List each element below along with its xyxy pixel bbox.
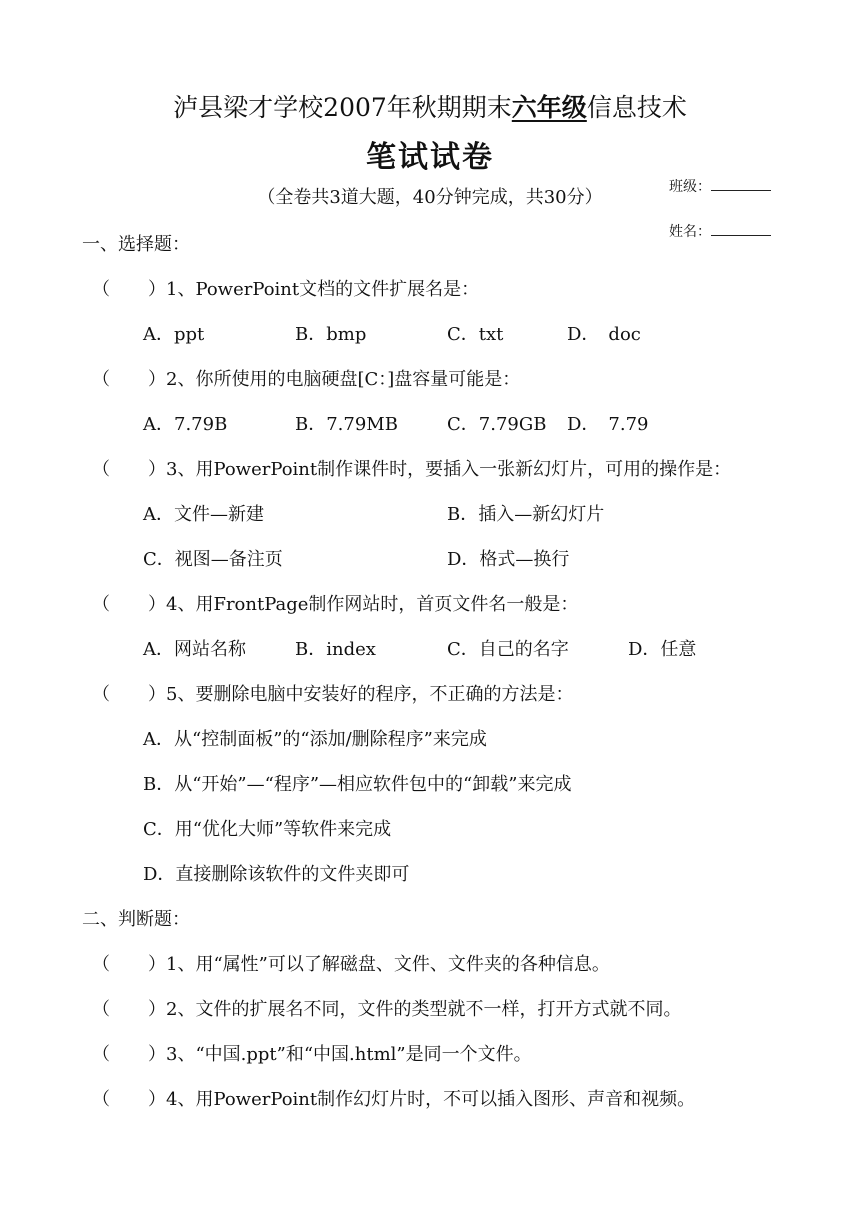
option: A．网站名称 xyxy=(143,639,246,660)
option: A．7.79B xyxy=(143,414,228,435)
option: A．文件—新建 xyxy=(143,504,264,525)
title-subject: 信息技术 xyxy=(586,93,687,122)
answer-blank[interactable]: （ xyxy=(92,1044,110,1065)
answer-blank[interactable]: （ xyxy=(92,999,110,1020)
title-school: 泸县梁才学校2007年秋期期末 xyxy=(173,93,512,122)
option: D．任意 xyxy=(628,639,697,660)
answer-blank[interactable]: （ xyxy=(92,459,110,480)
class-blank[interactable] xyxy=(711,178,771,191)
name-field[interactable] xyxy=(669,221,771,241)
section2-heading: 二、判断题： xyxy=(82,909,190,930)
answer-blank[interactable]: （ xyxy=(92,279,110,300)
name-label: 姓名： xyxy=(669,224,711,240)
question xyxy=(92,1040,532,1066)
question xyxy=(92,680,573,706)
option: A．从“控制面板”的“添加/删除程序”来完成 xyxy=(143,729,487,750)
question-stem: ）3、“中国.ppt”和“中国.html”是同一个文件。 xyxy=(148,1044,532,1065)
section1-heading: 一、选择题： xyxy=(82,234,190,255)
class-label: 班级： xyxy=(669,179,711,195)
option: C．txt xyxy=(447,324,504,345)
option: C．自己的名字 xyxy=(447,639,569,660)
question-stem: ）4、用PowerPoint制作幻灯片时，不可以插入图形、声音和视频。 xyxy=(148,1089,696,1110)
question xyxy=(92,365,520,391)
name-blank[interactable] xyxy=(711,223,771,236)
answer-blank[interactable]: （ xyxy=(92,594,110,615)
option: C．视图—备注页 xyxy=(143,549,283,570)
question xyxy=(92,455,731,481)
answer-blank[interactable]: （ xyxy=(92,684,110,705)
question-stem: ）1、PowerPoint文档的文件扩展名是： xyxy=(148,279,480,300)
question-stem: ）3、用PowerPoint制作课件时，要插入一张新幻灯片，可用的操作是： xyxy=(148,459,732,480)
title-grade: 六年级 xyxy=(511,93,587,122)
option: D． doc xyxy=(567,324,641,345)
option: B．7.79MB xyxy=(295,414,398,435)
question xyxy=(92,1085,695,1111)
question-stem: ）4、用FrontPage制作网站时，首页文件名一般是： xyxy=(148,594,579,615)
option: C．用“优化大师”等软件来完成 xyxy=(143,819,392,840)
option: B．插入—新幻灯片 xyxy=(447,504,605,525)
exam-instructions: （全卷共3道大题，40分钟完成，共30分） xyxy=(257,187,603,208)
option: D．直接删除该软件的文件夹即可 xyxy=(143,864,410,885)
question-stem: ）2、文件的扩展名不同，文件的类型就不一样，打开方式就不同。 xyxy=(148,999,682,1020)
option: A．ppt xyxy=(143,324,205,345)
option: B．bmp xyxy=(295,324,367,345)
question xyxy=(92,275,479,301)
exam-title xyxy=(0,88,860,124)
question xyxy=(92,995,681,1021)
option: D．格式—换行 xyxy=(447,549,570,570)
question-stem: ）5、要删除电脑中安装好的程序，不正确的方法是： xyxy=(148,684,574,705)
answer-blank[interactable]: （ xyxy=(92,1089,110,1110)
question-stem: ）2、你所使用的电脑硬盘[C：]盘容量可能是： xyxy=(148,369,521,390)
question xyxy=(92,950,610,976)
question xyxy=(92,590,578,616)
option: D． 7.79 xyxy=(567,414,649,435)
option: C．7.79GB xyxy=(447,414,547,435)
exam-subtitle: 笔试试卷 xyxy=(366,140,494,175)
option: B．从“开始”—“程序”—相应软件包中的“卸载”来完成 xyxy=(143,774,572,795)
class-field[interactable] xyxy=(669,176,771,196)
answer-blank[interactable]: （ xyxy=(92,954,110,975)
option: B．index xyxy=(295,639,376,660)
question-stem: ）1、用“属性”可以了解磁盘、文件、文件夹的各种信息。 xyxy=(148,954,610,975)
answer-blank[interactable]: （ xyxy=(92,369,110,390)
